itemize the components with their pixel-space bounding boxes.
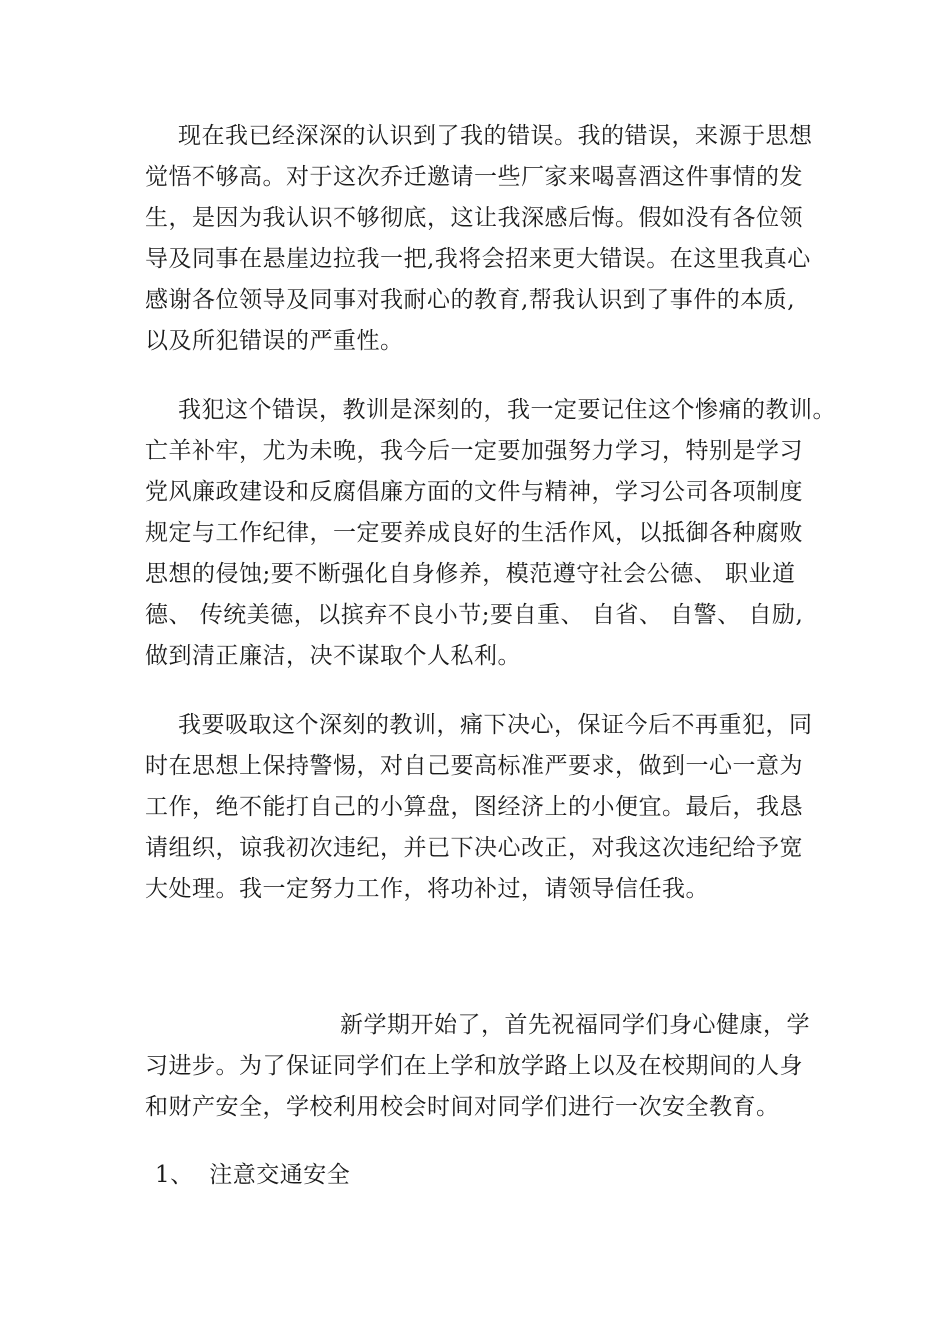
paragraph-1-line-4: 导及同事在悬崖边拉我一把,我将会招来更大错误。在这里我真心 bbox=[145, 246, 811, 272]
list-item-1: 1、 注意交通安全 bbox=[155, 1162, 351, 1188]
paragraph-3-line-3: 工作，绝不能打自己的小算盘，图经济上的小便宜。最后，我恳 bbox=[145, 794, 803, 820]
paragraph-2-line-5: 思想的侵蚀;要不断强化自身修养，模范遵守社会公德、 职业道 bbox=[145, 561, 796, 587]
paragraph-4-line-3: 和财产安全，学校利用校会时间对同学们进行一次安全教育。 bbox=[145, 1094, 780, 1120]
paragraph-3-line-4: 请组织，谅我初次违纪，并已下决心改正，对我这次违纪给予宽 bbox=[145, 835, 803, 861]
paragraph-2-line-3: 党风廉政建设和反腐倡廉方面的文件与精神，学习公司各项制度 bbox=[145, 479, 803, 505]
paragraph-4-line-1: 新学期开始了，首先祝福同学们身心健康，学 bbox=[340, 1012, 810, 1038]
paragraph-1-line-5: 感谢各位领导及同事对我耐心的教育,帮我认识到了事件的本质, bbox=[145, 287, 796, 313]
paragraph-1-line-3: 生，是因为我认识不够彻底，这让我深感后悔。假如没有各位领 bbox=[145, 205, 803, 231]
paragraph-3-line-1: 我要吸取这个深刻的教训，痛下决心，保证今后不再重犯，同 bbox=[178, 712, 813, 738]
paragraph-2-line-7: 做到清正廉洁，决不谋取个人私利。 bbox=[145, 643, 521, 669]
paragraph-3-line-2: 时在思想上保持警惕，对自己要高标准严要求，做到一心一意为 bbox=[145, 753, 803, 779]
paragraph-1-line-2: 觉悟不够高。对于这次乔迁邀请一些厂家来喝喜酒这件事情的发 bbox=[145, 164, 803, 190]
paragraph-4-line-2: 习进步。为了保证同学们在上学和放学路上以及在校期间的人身 bbox=[145, 1053, 803, 1079]
paragraph-2-line-2: 亡羊补牢，尤为未晚，我今后一定要加强努力学习，特别是学习 bbox=[145, 438, 803, 464]
paragraph-1-line-6: 以及所犯错误的严重性。 bbox=[145, 328, 404, 354]
paragraph-3-line-5: 大处理。我一定努力工作，将功补过，请领导信任我。 bbox=[145, 876, 709, 902]
paragraph-1-line-1: 现在我已经深深的认识到了我的错误。我的错误，来源于思想 bbox=[178, 123, 813, 149]
paragraph-2-line-4: 规定与工作纪律，一定要养成良好的生活作风，以抵御各种腐败 bbox=[145, 520, 803, 546]
paragraph-2-line-6: 德、 传统美德，以摈弃不良小节;要自重、 自省、 自警、 自励, bbox=[145, 602, 804, 628]
paragraph-2-line-1: 我犯这个错误，教训是深刻的，我一定要记住这个惨痛的教训。 bbox=[178, 397, 836, 423]
